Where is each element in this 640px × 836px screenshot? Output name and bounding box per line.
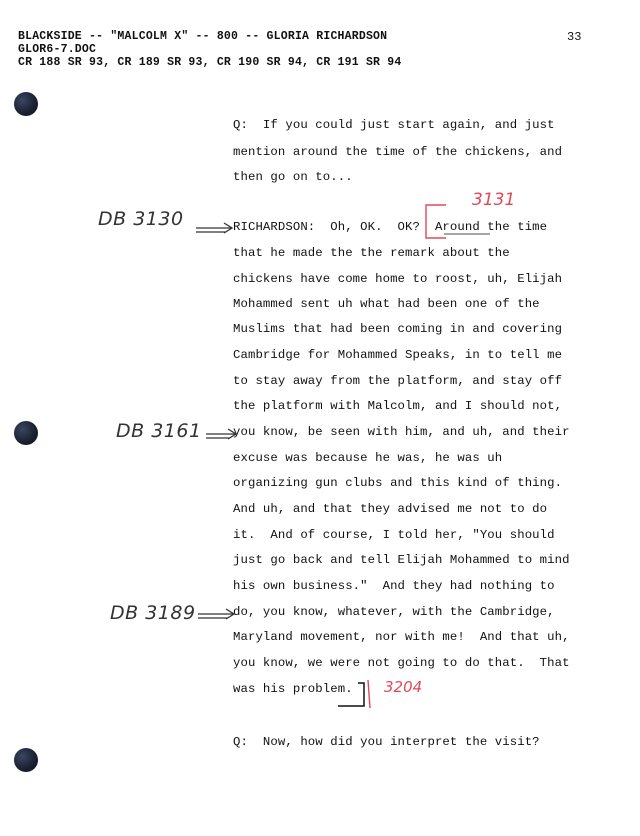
page-number: 33 bbox=[567, 30, 582, 44]
transcript-line: Mohammed sent uh what had been one of the bbox=[233, 297, 540, 311]
transcript-line: chickens have come home to roost, uh, Elijah bbox=[233, 272, 563, 286]
handwritten-timecode: DB 3130 bbox=[98, 208, 184, 230]
transcript-line: Maryland movement, nor with me! And that uh, bbox=[233, 630, 570, 644]
transcript-line: you know, we were not going to do that. That bbox=[233, 656, 570, 670]
transcript-line: excuse was because he was, he was uh bbox=[233, 451, 503, 465]
transcript-line: it. And of course, I told her, "You should bbox=[233, 528, 555, 542]
transcript-line: just go back and tell Elijah Mohammed to mind bbox=[233, 553, 570, 567]
handwritten-timecode-red: 3204 bbox=[384, 678, 423, 696]
transcript-line: then go on to... bbox=[233, 170, 353, 184]
arrow-icon bbox=[206, 429, 236, 439]
transcript-line: that he made the the remark about the bbox=[233, 246, 510, 260]
header-line-3: CR 188 SR 93, CR 189 SR 93, CR 190 SR 94, CR 191 SR 94 bbox=[18, 56, 402, 69]
transcript-line: Q: If you could just start again, and just bbox=[233, 118, 555, 132]
bracket-icon bbox=[368, 680, 370, 708]
bracket-icon bbox=[338, 683, 364, 706]
transcript-line: was his problem. bbox=[233, 682, 353, 696]
transcript-line: organizing gun clubs and this kind of thing. bbox=[233, 476, 563, 490]
transcript-line: to stay away from the platform, and stay off bbox=[233, 374, 563, 388]
handwritten-timecode-red: 3131 bbox=[472, 190, 516, 210]
transcript-line: And uh, and that they advised me not to do bbox=[233, 502, 548, 516]
handwritten-timecode: DB 3161 bbox=[116, 420, 202, 442]
transcript-line: Q: Now, how did you interpret the visit? bbox=[233, 735, 540, 749]
transcript-line: Muslims that had been coming in and covering bbox=[233, 322, 563, 336]
handwritten-timecode: DB 3189 bbox=[110, 602, 196, 624]
header-line-2: GLOR6-7.DOC bbox=[18, 43, 97, 56]
transcript-line: RICHARDSON: Oh, OK. OK? Around the time bbox=[233, 220, 548, 234]
transcript-line: you know, be seen with him, and uh, and their bbox=[233, 425, 570, 439]
header-line-1: BLACKSIDE -- "MALCOLM X" -- 800 -- GLORIA RICHARDSON bbox=[18, 30, 388, 43]
arrow-icon bbox=[196, 223, 232, 233]
arrow-icon bbox=[198, 609, 234, 619]
transcript-line: mention around the time of the chickens, and bbox=[233, 145, 563, 159]
transcript-line: do, you know, whatever, with the Cambridge, bbox=[233, 605, 555, 619]
transcript-line: his own business." And they had nothing to bbox=[233, 579, 555, 593]
transcript-line: the platform with Malcolm, and I should not, bbox=[233, 399, 563, 413]
transcript-line: Cambridge for Mohammed Speaks, in to tell me bbox=[233, 348, 563, 362]
bracket-icon bbox=[426, 205, 446, 238]
